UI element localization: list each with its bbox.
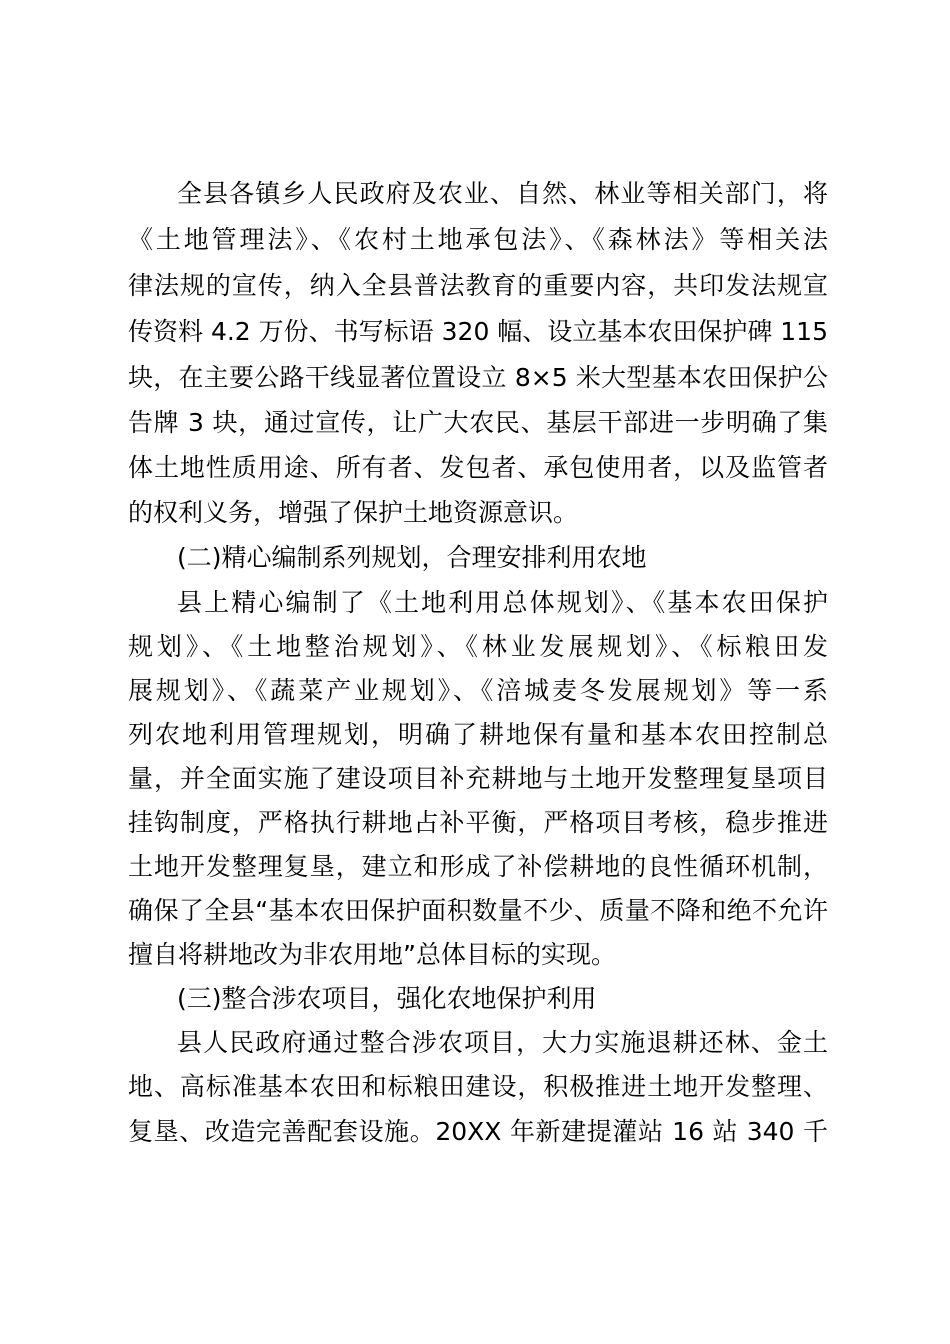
paragraph-line: 体土地性质用途、所有者、发包者、承包使用者，以及监管者 — [128, 453, 828, 482]
paragraph-line: 全县各镇乡人民政府及农业、自然、林业等相关部门，将 — [177, 179, 828, 208]
paragraph-line: 《土地管理法》、《农村土地承包法》、《森林法》等相关法 — [128, 225, 828, 254]
paragraph-line: 土地开发整理复垦，建立和形成了补偿耕地的良性循环机制， — [128, 852, 828, 881]
paragraph-line: 复垦、改造完善配套设施。20XX 年新建提灌站 16 站 340 千 — [128, 1117, 828, 1146]
paragraph-line: 擅自将耕地改为非农用地”总体目标的实现。 — [128, 940, 616, 969]
paragraph-line: 确保了全县“基本农田保护面积数量不少、质量不降和绝不允许 — [128, 896, 828, 925]
section-heading: (二)精心编制系列规划，合理安排利用农地 — [177, 543, 647, 572]
paragraph-line: 展规划》、《蔬菜产业规划》、《涪城麦冬发展规划》等一系 — [128, 676, 828, 705]
paragraph-line: 挂钩制度，严格执行耕地占补平衡，严格项目考核，稳步推进 — [128, 808, 828, 837]
section-heading: (三)整合涉农项目，强化农地保护利用 — [177, 984, 597, 1013]
paragraph-line: 律法规的宣传，纳入全县普法教育的重要内容，共印发法规宣 — [128, 271, 828, 300]
paragraph-line: 量，并全面实施了建设项目补充耕地与土地开发整理复垦项目 — [128, 764, 828, 793]
paragraph-line: 地、高标准基本农田和标粮田建设，积极推进土地开发整理、 — [128, 1072, 828, 1101]
paragraph-line: 县人民政府通过整合涉农项目，大力实施退耕还林、金土 — [177, 1028, 828, 1057]
paragraph-line: 传资料 4.2 万份、书写标语 320 幅、设立基本农田保护碑 115 — [128, 317, 828, 346]
paragraph-line: 县上精心编制了《土地利用总体规划》、《基本农田保护 — [177, 588, 828, 617]
paragraph-line: 规划》、《土地整治规划》、《林业发展规划》、《标粮田发 — [128, 632, 828, 661]
paragraph-line: 告牌 3 块，通过宣传，让广大农民、基层干部进一步明确了集 — [128, 408, 828, 437]
paragraph-line: 块，在主要公路干线显著位置设立 8×5 米大型基本农田保护公 — [128, 363, 828, 392]
paragraph-line: 的权利义务，增强了保护土地资源意识。 — [128, 498, 579, 527]
paragraph-line: 列农地利用管理规划，明确了耕地保有量和基本农田控制总 — [128, 720, 828, 749]
